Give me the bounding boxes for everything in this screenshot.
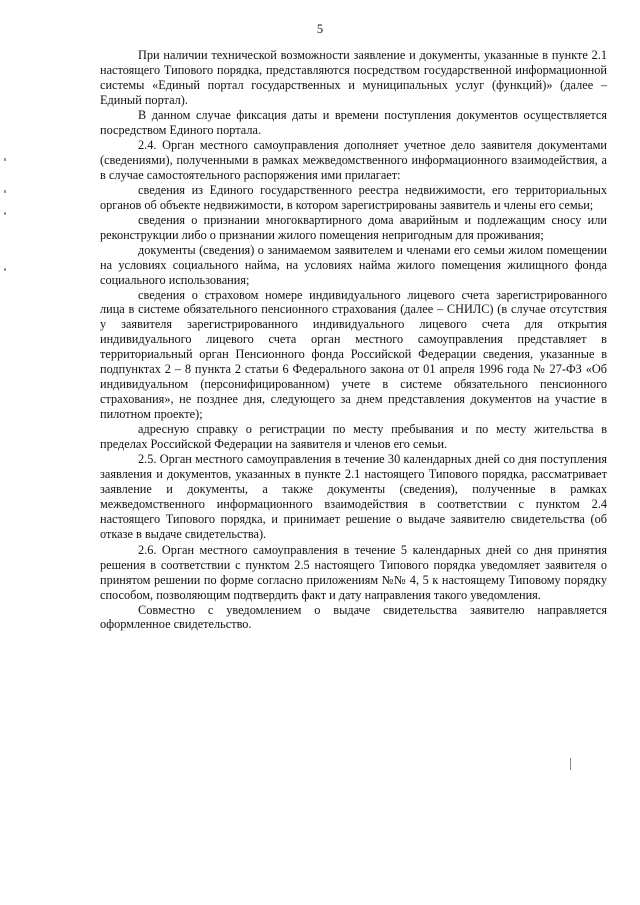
paragraph: 2.4. Орган местного самоуправления дополняет учетное дело заявителя документами (сведениями), полученными в рамках межведомственного информационного взаимодействия, а в случае самостоятельного распоряжения ими прилагает: (100, 138, 607, 183)
margin-mark (570, 758, 571, 770)
paragraph: При наличии технической возможности заявление и документы, указанные в пункте 2.1 настоящего Типового порядка, представляются посредством государственной информационной системы «Единый портал государственных и муниципальных услуг (функций)» (далее – Единый портал). (100, 48, 607, 107)
paragraph: 2.5. Орган местного самоуправления в течение 30 календарных дней со дня поступления заявления и документов, указанных в пункте 2.1 настоящего Типового порядка, рассматривает заявление и документы, а также документы (сведения), полученные в рамках межведомственного информационного взаимодействия в соответствии с пунктом 2.4 настоящего Типового порядка, и принимает решение о выдаче заявителю свидетельства (об отказе в выдаче свидетельства). (100, 452, 607, 541)
paragraph: Совместно с уведомлением о выдаче свидетельства заявителю направляется оформленное свидетельство. (100, 602, 607, 632)
paragraph: В данном случае фиксация даты и времени поступления документов осуществляется посредством Единого портала. (100, 107, 607, 137)
scan-artifacts (2, 150, 8, 290)
paragraph: адресную справку о регистрации по месту пребывания и по месту жительства в пределах Российской Федерации на заявителя и членов его семьи. (100, 421, 607, 451)
paragraph: сведения о страховом номере индивидуального лицевого счета зарегистрированного лица в системе обязательного пенсионного страхования (далее – СНИЛС) (в случае отсутствия у заявителя зарегистрированного индивидуального лицевого счета для открытия индивидуального лицевого счета орган местного самоуправления представляет в территориальный орган Пенсионного фонда Российской Федерации сведения, указанные в подпунктах 2 – 8 пункта 2 статьи 6 Федерального закона от 01 апреля 1996 года № 27-ФЗ «Об индивидуальном (персонифицированном) учете в системе обязательного пенсионного страхования», не позднее дня, следующего за днем представления документов на участие в пилотном проекте); (100, 287, 607, 421)
paragraph: документы (сведения) о занимаемом заявителем и членами его семьи жилом помещении на условиях социального найма, на условиях найма жилого помещения жилищного фонда социального использования; (100, 242, 607, 287)
page-number: 5 (316, 22, 324, 36)
paragraph: 2.6. Орган местного самоуправления в течение 5 календарных дней со дня принятия решения в соответствии с пунктом 2.5 настоящего Типового порядка уведомляет заявителя о принятом решении по форме согласно приложениям №№ 4, 5 к настоящему Типовому порядку способом, позволяющим подтвердить факт и дату направления такого уведомления. (100, 542, 607, 602)
document-body (100, 48, 607, 632)
paragraph: сведения из Единого государственного реестра недвижимости, его территориальных органов об объекте недвижимости, в котором зарегистрированы заявитель и члены его семьи; (100, 183, 607, 213)
paragraph: сведения о признании многоквартирного дома аварийным и подлежащим сносу или реконструкции либо о признании жилого помещения непригодным для проживания; (100, 212, 607, 242)
